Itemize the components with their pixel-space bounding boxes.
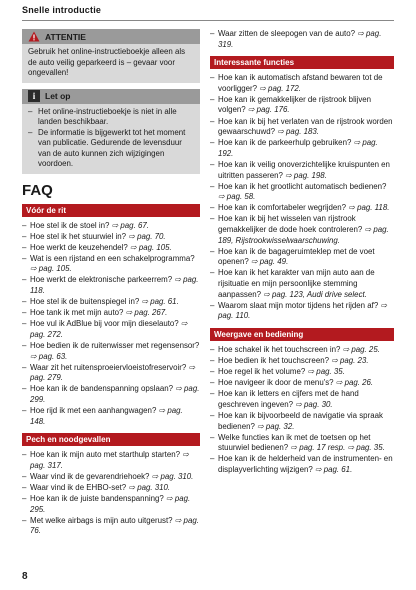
list-weergave <box>210 345 394 476</box>
page-reference-link[interactable]: ⇨ pag. 70. <box>128 231 166 241</box>
page-reference-link[interactable]: ⇨ pag. 61. <box>314 464 353 474</box>
page-reference-link[interactable]: ⇨ pag. 105. <box>130 242 172 252</box>
faq-question: Hoe vul ik AdBlue bij voor mijn dieselauto? <box>30 319 179 329</box>
page-reference-link[interactable]: ⇨ pag. 26. <box>335 378 374 388</box>
faq-item <box>22 483 200 494</box>
faq-item <box>22 319 200 340</box>
page-reference-link[interactable]: ⇨ pag. 49. <box>250 257 289 267</box>
faq-item <box>22 254 200 275</box>
faq-item <box>210 389 394 410</box>
faq-question: Hoe kan ik letters en cijfers met de hand geschreven ingeven? <box>218 389 359 409</box>
faq-item <box>210 29 394 50</box>
note-header <box>22 89 200 104</box>
faq-question: Hoe kan ik comfortabeler wegrijden? <box>218 203 347 213</box>
faq-question: Welke functies kan ik met de toetsen op het stuurwiel bedienen? <box>218 432 371 453</box>
faq-item <box>22 406 200 427</box>
faq-item <box>22 341 200 362</box>
warning-text: Gebruik het online-instructieboekje alleen als de auto veilig geparkeerd is – gevaar voor ongevallen! <box>22 44 200 83</box>
faq-question: Wat is een rijstand en een schakelprogramma? <box>30 253 195 263</box>
faq-item <box>22 275 200 296</box>
faq-question: Hoe regel ik het volume? <box>218 367 306 377</box>
page-reference-link[interactable]: ⇨ pag. 58. <box>218 192 256 202</box>
faq-item <box>210 356 394 367</box>
faq-question: Waar vind ik de EHBO-set? <box>30 483 127 493</box>
faq-item <box>210 214 394 246</box>
faq-question: Hoe bedien ik het touchscreen? <box>218 355 329 365</box>
list-interessante-functies <box>210 73 394 322</box>
faq-question: Hoe schakel ik het touchscreen in? <box>218 344 341 354</box>
faq-question: Hoe kan ik bijvoorbeeld de navigatie via spraak bedienen? <box>218 410 383 431</box>
page-reference-link[interactable]: ⇨ pag. 299. <box>30 384 200 404</box>
note-box <box>22 89 200 174</box>
page-reference-link[interactable]: ⇨ pag. 295. <box>30 494 191 514</box>
faq-item <box>22 384 200 405</box>
page-reference-link[interactable]: ⇨ pag. 310. <box>128 483 171 493</box>
faq-item <box>22 516 200 537</box>
faq-question: Hoe kan ik de helderheid van de instrumenten- en displayverlichting wijzigen? <box>218 454 393 474</box>
faq-item <box>210 95 394 116</box>
page-reference-link[interactable]: ⇨ pag. 118. <box>30 275 199 296</box>
faq-question: Hoe kan ik veilig onoverzichtelijke kruispunten en uitritten passeren? <box>218 159 390 180</box>
faq-item <box>22 450 200 471</box>
faq-question: Hoe stel ik de stoel in? <box>30 220 110 230</box>
faq-item <box>210 454 394 475</box>
faq-question: Waar vind ik de gevarendriehoek? <box>30 471 150 481</box>
page-reference-link[interactable]: ⇨ pag. 61. <box>141 297 179 307</box>
page-reference-link[interactable]: ⇨ pag. 148. <box>30 406 183 426</box>
section-heading-voor-de-rit: Vóór de rit <box>22 204 200 217</box>
page-reference-link[interactable]: ⇨ pag. 279. <box>30 362 196 383</box>
page-reference-link[interactable]: ⇨ pag. 23. <box>331 355 369 365</box>
faq-question: Hoe kan ik bij het verlaten van de rijstrook worden gewaarschuwd? <box>218 116 393 137</box>
faq-question: Hoe werkt de keuzehendel? <box>30 242 128 252</box>
note-item: – Het online-instructieboekje is niet in alle landen beschikbaar. <box>28 107 194 128</box>
faq-question: Hoe kan ik de juiste bandenspanning? <box>30 494 164 504</box>
warning-box <box>22 29 200 83</box>
faq-question: Hoe kan ik de parkeerhulp gebruiken? <box>218 138 352 148</box>
note-item: – De informatie is bijgewerkt tot het moment van publicatie. Gedurende de levensduur van de auto kunnen zich wijzigingen voordoen. <box>28 128 194 170</box>
page-reference-link[interactable]: ⇨ pag. 118. <box>348 203 390 213</box>
section-heading-interessante-functies: Interessante functies <box>210 56 394 69</box>
page-reference-link[interactable]: ⇨ pag. 67. <box>111 220 149 230</box>
faq-item <box>22 297 200 308</box>
page-reference-link[interactable]: ⇨ pag. 317. <box>30 450 189 470</box>
page-reference-link[interactable]: ⇨ pag. 192. <box>218 138 378 158</box>
page-reference-link[interactable]: ⇨ pag. 123, Audi drive select. <box>263 289 367 299</box>
faq-item <box>210 268 394 300</box>
faq-item <box>210 345 394 356</box>
faq-question: Met welke airbags is mijn auto uitgerust? <box>30 515 173 525</box>
note-title: Let op <box>45 91 71 101</box>
faq-question: Hoe tank ik met mijn auto? <box>30 308 124 318</box>
faq-question: Hoe kan ik automatisch afstand bewaren tot de voorligger? <box>218 73 383 93</box>
faq-question: Waar zit het ruitensproeiervloeistofreservoir? <box>30 362 187 372</box>
section-heading-pech: Pech en noodgevallen <box>22 433 200 446</box>
list-voor-de-rit <box>22 221 200 428</box>
faq-item <box>210 433 394 454</box>
faq-question: Hoe stel ik het stuurwiel in? <box>30 231 127 241</box>
page-reference-link[interactable]: ⇨ pag. 17 resp. ⇨ pag. 35. <box>290 443 385 453</box>
faq-item <box>210 301 394 322</box>
right-column <box>210 29 394 481</box>
page-reference-link[interactable]: ⇨ pag. 319. <box>218 29 382 49</box>
faq-item <box>210 117 394 138</box>
info-icon: i <box>28 90 40 102</box>
page-reference-link[interactable]: ⇨ pag. 189, Rijstrookwisselwaarschuwing. <box>218 225 389 245</box>
running-header: Snelle introductie <box>22 5 102 15</box>
warning-header <box>22 29 200 44</box>
faq-item <box>210 411 394 432</box>
faq-question: Hoe kan ik het karakter van mijn auto aan de rijsituatie en mijn persoonlijke stemming aanpassen? <box>218 268 375 299</box>
faq-question: Hoe kan ik bij het wisselen van rijstrook gemakkelijker de dode hoek controleren? <box>218 214 363 234</box>
page-reference-link[interactable]: ⇨ pag. 272. <box>30 319 188 339</box>
faq-item <box>22 494 200 515</box>
faq-question: Hoe kan ik gemakkelijker de rijstrook blijven volgen? <box>218 94 372 115</box>
faq-item <box>22 232 200 243</box>
faq-item <box>210 73 394 94</box>
faq-question: Hoe werkt de elektronische parkeerrem? <box>30 275 173 285</box>
faq-item <box>22 472 200 483</box>
faq-item <box>22 243 200 254</box>
faq-item <box>22 308 200 319</box>
faq-question: Hoe stel ik de buitenspiegel in? <box>30 297 140 307</box>
page-reference-link[interactable]: ⇨ pag. 183. <box>277 127 319 137</box>
section-heading-weergave: Weergave en bediening <box>210 328 394 341</box>
faq-question: Hoe rijd ik met een aanhangwagen? <box>30 406 157 416</box>
faq-question: Hoe kan ik de bagageruimteklep met de voet openen? <box>218 246 375 267</box>
page-reference-link[interactable]: ⇨ pag. 110. <box>218 300 388 321</box>
faq-question: Waar zitten de sleepogen van de auto? <box>218 29 356 38</box>
page-reference-link[interactable]: ⇨ pag. 30. <box>295 399 333 409</box>
faq-item <box>22 363 200 384</box>
faq-question: Hoe kan ik het grootlicht automatisch bedienen? <box>218 181 387 191</box>
faq-item <box>210 138 394 159</box>
faq-item <box>22 221 200 232</box>
warning-triangle-icon <box>28 31 40 42</box>
faq-question: Hoe kan ik de bandenspanning opslaan? <box>30 384 174 394</box>
list-pech <box>22 450 200 537</box>
faq-heading: FAQ <box>22 181 53 199</box>
faq-item <box>210 367 394 378</box>
page-reference-link[interactable]: ⇨ pag. 172. <box>259 83 301 93</box>
list-pech-continued <box>210 29 394 50</box>
page-reference-link[interactable]: ⇨ pag. 32. <box>257 421 295 431</box>
faq-item <box>210 247 394 268</box>
faq-question: Hoe kan ik mijn auto met starthulp starten? <box>30 450 180 460</box>
page-number: 8 <box>22 571 28 582</box>
left-column <box>22 29 200 543</box>
header-divider <box>22 20 394 21</box>
faq-item <box>210 203 394 214</box>
page-reference-link[interactable]: ⇨ pag. 198. <box>285 170 327 180</box>
page-reference-link[interactable]: ⇨ pag. 176. <box>247 105 290 115</box>
faq-item <box>210 378 394 389</box>
page-reference-link[interactable]: ⇨ pag. 25. <box>342 344 380 354</box>
faq-question: Hoe navigeer ik door de menu's? <box>218 378 334 388</box>
page-reference-link[interactable]: ⇨ pag. 35. <box>307 367 345 377</box>
page-reference-link[interactable]: ⇨ pag. 310. <box>151 471 194 481</box>
page-reference-link[interactable]: ⇨ pag. 267. <box>125 308 168 318</box>
faq-item <box>210 182 394 203</box>
page-reference-link[interactable]: ⇨ pag. 63. <box>30 351 68 361</box>
faq-item <box>210 160 394 181</box>
faq-question: Hoe bedien ik de ruitenwisser met regensensor? <box>30 341 200 351</box>
page-reference-link[interactable]: ⇨ pag. 105. <box>30 264 72 274</box>
faq-question: Waarom slaat mijn motor tijdens het rijden af? <box>218 300 379 310</box>
warning-title: ATTENTIE <box>45 31 86 42</box>
note-body <box>22 104 200 174</box>
page-reference-link[interactable]: ⇨ pag. 76. <box>30 515 199 536</box>
